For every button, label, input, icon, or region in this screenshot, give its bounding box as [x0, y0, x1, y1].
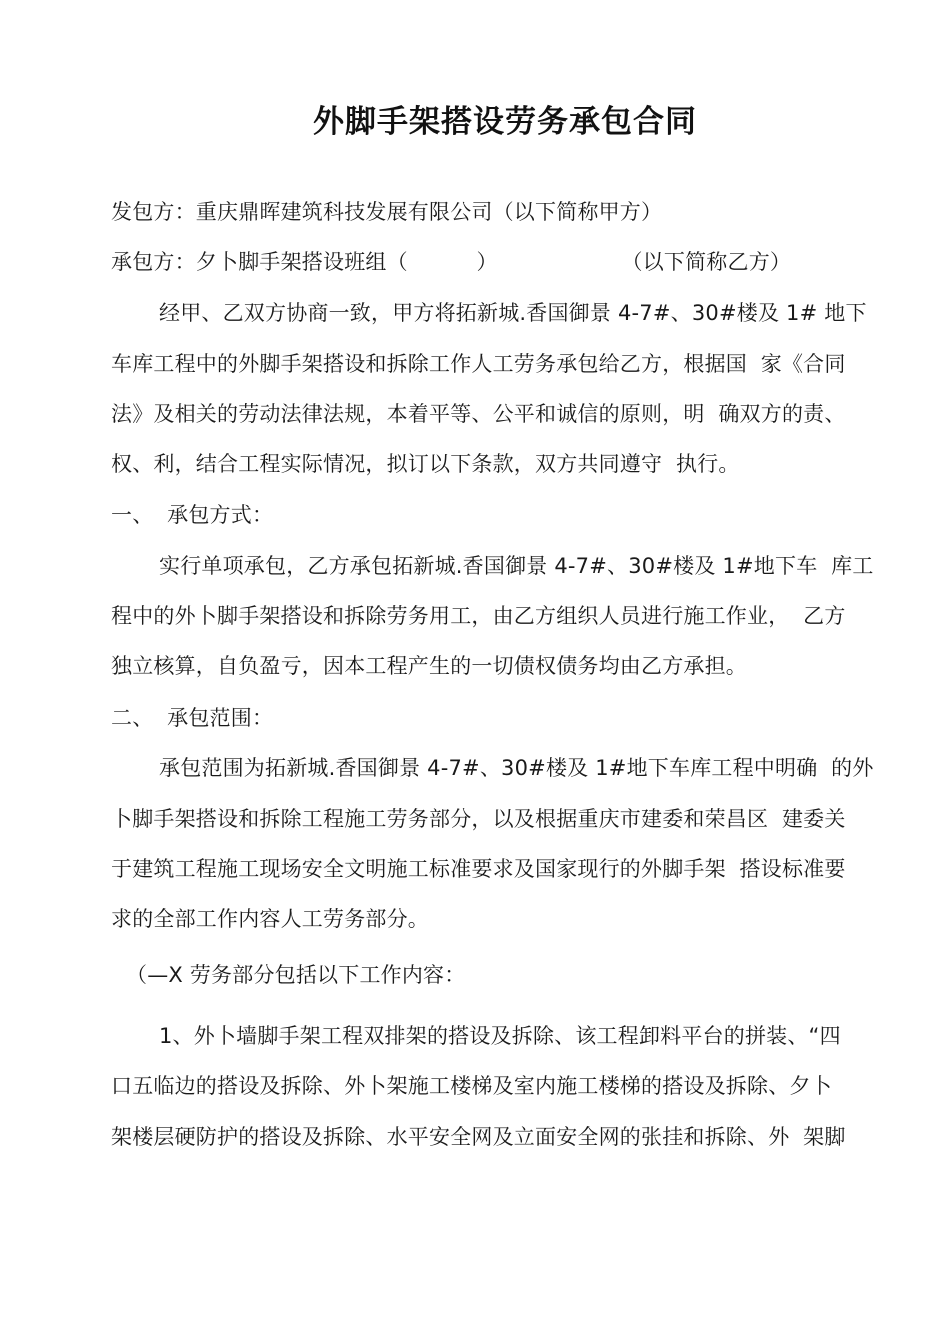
document-title: 外脚手架搭设劳务承包合同: [313, 104, 697, 140]
subsection-line-1: 1、外卜墙脚手架工程双排架的搭设及拆除、该工程卸料平台的拼装、“四: [159, 1024, 841, 1048]
section-2-line-4: 求的全部工作内容人工劳务部分。: [111, 907, 429, 931]
intro-line-1: 经甲、乙双方协商一致，甲方将拓新城.香国御景 4-7#、30#楼及 1# 地下: [159, 301, 867, 325]
section-2-line-1: 承包范围为拓新城.香国御景 4-7#、30#楼及 1#地下车库工程中明确 的外: [159, 756, 874, 780]
section-2-line-2: 卜脚手架搭设和拆除工程施工劳务部分，以及根据重庆市建委和荣昌区 建委关: [111, 807, 846, 831]
subsection-heading: （—X 劳务部分包括以下工作内容：: [126, 963, 466, 987]
section-1-heading: 一、 承包方式：: [111, 503, 274, 527]
section-2-heading: 二、 承包范围：: [111, 706, 274, 730]
section-1-line-2: 程中的外卜脚手架搭设和拆除劳务用工，由乙方组织人员进行施工作业， 乙方: [111, 604, 846, 628]
section-2-line-3: 于建筑工程施工现场安全文明施工标准要求及国家现行的外脚手架 搭设标准要: [111, 857, 846, 881]
section-1-line-1: 实行单项承包，乙方承包拓新城.香国御景 4-7#、30#楼及 1#地下车 库工: [159, 554, 874, 578]
section-1-line-3: 独立核算，自负盈亏，因本工程产生的一切债权债务均由乙方承担。: [111, 654, 747, 678]
intro-line-3: 法》及相关的劳动法律法规，本着平等、公平和诚信的原则，明 确双方的责、: [111, 402, 846, 426]
intro-line-4: 权、利，结合工程实际情况，拟订以下条款，双方共同遵守 执行。: [111, 452, 740, 476]
subsection-line-2: 口五临边的搭设及拆除、外卜架施工楼梯及室内施工楼梯的搭设及拆除、夕卜: [111, 1074, 832, 1098]
party-b-line: 承包方：夕卜脚手架搭设班组（ ） （以下简称乙方）: [111, 250, 792, 274]
intro-line-2: 车库工程中的外脚手架搭设和拆除工作人工劳务承包给乙方，根据国 家《合同: [111, 352, 846, 376]
subsection-line-3: 架楼层硬防护的搭设及拆除、水平安全网及立面安全网的张挂和拆除、外 架脚: [111, 1125, 846, 1149]
party-a-line: 发包方：重庆鼎晖建筑科技发展有限公司（以下简称甲方）: [111, 200, 663, 224]
